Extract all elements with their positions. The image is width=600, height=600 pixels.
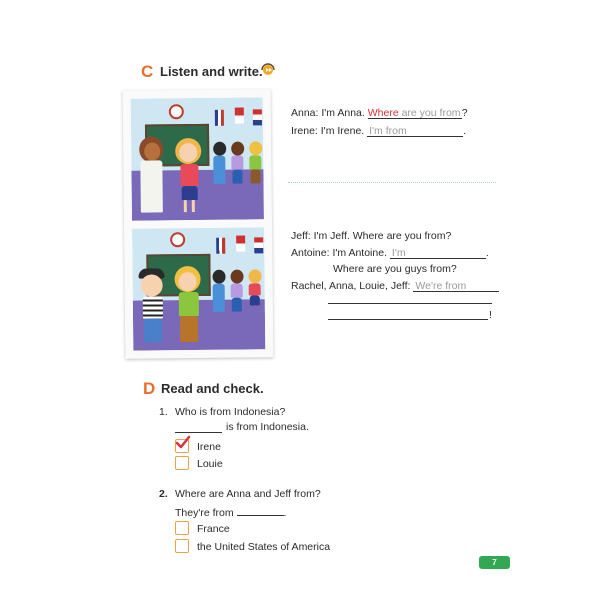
question-2-text: Where are Anna and Jeff from? bbox=[175, 488, 321, 500]
answer-blank-6[interactable] bbox=[328, 319, 488, 320]
option-usa-label: the United States of America bbox=[197, 541, 331, 553]
checkbox-louie[interactable] bbox=[175, 456, 189, 470]
punctuation: ! bbox=[489, 309, 492, 321]
question-1-text: Who is from Indonesia? bbox=[175, 406, 286, 418]
speaker-line: Rachel, Anna, Louie, Jeff: bbox=[291, 280, 411, 292]
question-1-sentence: is from Indonesia. bbox=[226, 421, 309, 433]
sentence-prefix: They're from bbox=[175, 507, 234, 519]
answer-blank-4[interactable] bbox=[413, 280, 499, 292]
hint-text: I'm bbox=[391, 247, 406, 259]
option-louie-label: Louie bbox=[197, 458, 223, 470]
question-1-number: 1. bbox=[159, 406, 168, 418]
punctuation: . bbox=[463, 125, 467, 137]
question-2-blank[interactable] bbox=[237, 504, 284, 516]
dialogue1-line1 bbox=[291, 107, 468, 119]
hint-text: are you from bbox=[398, 107, 461, 119]
answer-blank-2[interactable] bbox=[367, 125, 463, 137]
question-2-number: 2. bbox=[159, 488, 168, 500]
scene-anna-irene bbox=[131, 97, 264, 220]
section-d-title: Read and check. bbox=[161, 381, 264, 396]
dialogue2-line1: Jeff: I'm Jeff. Where are you from? bbox=[291, 230, 452, 242]
punctuation: . bbox=[485, 247, 489, 259]
answer-blank-3[interactable] bbox=[390, 247, 486, 259]
dialogue2-line2 bbox=[291, 247, 489, 259]
speaker-line: Anna: I'm Anna. bbox=[291, 107, 365, 119]
hint-text: We're from bbox=[415, 280, 467, 292]
speaker-line: Antoine: I'm Antoine. bbox=[291, 247, 387, 259]
clock-icon bbox=[170, 232, 185, 247]
clock-icon bbox=[169, 104, 184, 119]
question-1-blank[interactable] bbox=[175, 432, 222, 433]
section-d-letter: D bbox=[143, 379, 156, 398]
dialogue2-line3: Where are you guys from? bbox=[333, 263, 457, 275]
answer-text: Where bbox=[367, 107, 399, 119]
dialogue1-line2 bbox=[291, 125, 466, 137]
question-2-sentence bbox=[175, 504, 286, 519]
headphones-audio-icon[interactable] bbox=[260, 62, 276, 76]
scene-jeff-antoine bbox=[132, 227, 265, 350]
dialogue-illustration bbox=[123, 89, 274, 359]
option-irene-label: Irene bbox=[197, 441, 221, 453]
divider bbox=[288, 182, 496, 183]
punctuation: . bbox=[283, 507, 287, 519]
dialogue2-line4 bbox=[291, 280, 499, 292]
checkbox-france[interactable] bbox=[175, 521, 189, 535]
checkbox-usa[interactable] bbox=[175, 539, 189, 553]
check-mark-icon bbox=[175, 435, 191, 451]
hint-text: I'm from bbox=[369, 125, 407, 137]
answer-blank-1[interactable] bbox=[368, 107, 462, 119]
answer-blank-5[interactable] bbox=[328, 303, 492, 304]
option-france-label: France bbox=[197, 523, 230, 535]
page-number-badge: 7 bbox=[479, 556, 510, 569]
speaker-line: Irene: I'm Irene. bbox=[291, 125, 365, 137]
punctuation: ? bbox=[461, 107, 468, 119]
section-c-letter: C bbox=[141, 62, 154, 81]
section-c-title: Listen and write. bbox=[160, 64, 263, 79]
